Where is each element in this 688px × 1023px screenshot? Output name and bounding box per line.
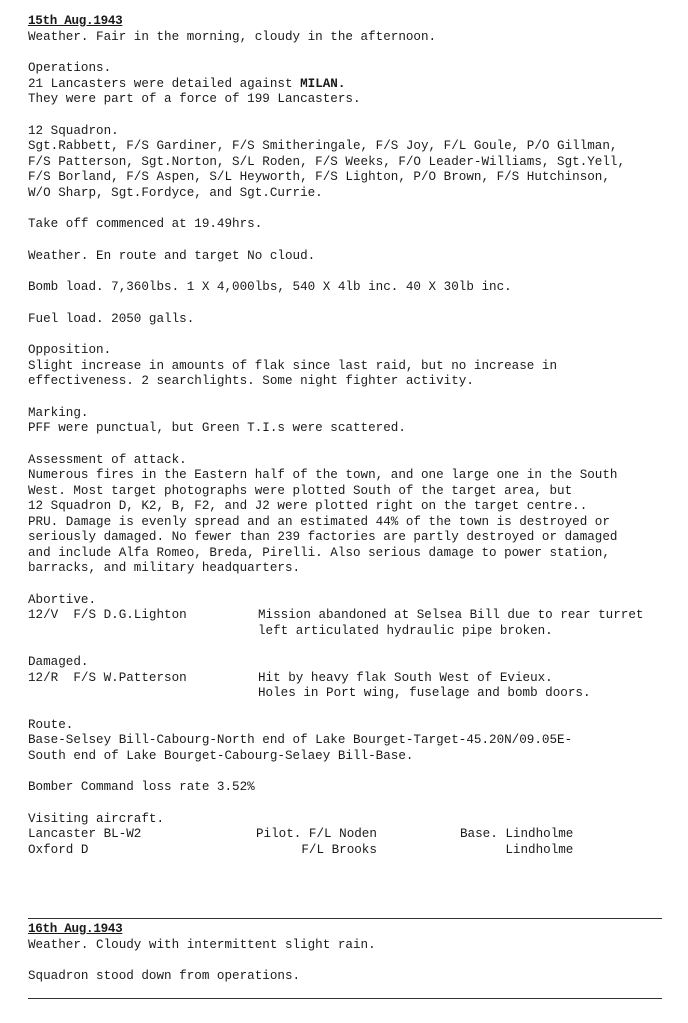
- visiting-aircraft: Oxford D: [28, 842, 89, 857]
- operations-force: They were part of a force of 199 Lancasters.: [28, 92, 361, 106]
- damaged-detail: Holes in Port wing, fuselage and bomb doors.: [258, 686, 591, 700]
- weather-summary: Weather. Cloudy with intermittent slight rain.: [28, 937, 376, 952]
- assessment-line: PRU. Damage is evenly spread and an estimated 44% of the town is destroyed or: [28, 514, 610, 529]
- visiting-pilot: F/L Brooks: [256, 842, 377, 857]
- crew-line: W/O Sharp, Sgt.Fordyce, and Sgt.Currie.: [28, 185, 323, 200]
- visiting-row: [28, 827, 668, 843]
- opposition-line: effectiveness. 2 searchlights. Some night fighter activity.: [28, 374, 474, 388]
- visiting-heading: Visiting aircraft.: [28, 811, 165, 826]
- crew-line: F/S Borland, F/S Aspen, S/L Heyworth, F/S Lighton, P/O Brown, F/S Hutchinson,: [28, 170, 610, 184]
- damaged-row: [28, 686, 668, 702]
- takeoff-time: Take off commenced at 19.49hrs.: [28, 217, 263, 231]
- route-line: South end of Lake Bourget-Cabourg-Selaey Bill-Base.: [28, 748, 414, 763]
- crew-line: F/S Patterson, Sgt.Norton, S/L Roden, F/S Weeks, F/O Leader-Williams, Sgt.Yell,: [28, 154, 626, 169]
- damaged-row: [28, 671, 668, 687]
- operations-target: MILAN.: [300, 76, 346, 91]
- opposition-heading: Opposition.: [28, 343, 112, 357]
- abortive-row: [28, 608, 668, 624]
- route-weather: Weather. En route and target No cloud.: [28, 248, 316, 263]
- assessment-heading: Assessment of attack.: [28, 452, 187, 467]
- divider: [28, 998, 662, 999]
- visiting-base: Lindholme: [460, 842, 574, 857]
- crew-line: Sgt.Rabbett, F/S Gardiner, F/S Smitheringale, F/S Joy, F/L Goule, P/O Gillman,: [28, 139, 618, 153]
- damaged-detail: Hit by heavy flak South West of Evieux.: [258, 670, 553, 685]
- visiting-aircraft: Lancaster BL-W2: [28, 827, 142, 841]
- diary-entry-16-aug: [28, 922, 668, 985]
- bomb-load: Bomb load. 7,360lbs. 1 X 4,000lbs, 540 X 4lb inc. 40 X 30lb inc.: [28, 280, 512, 294]
- operations-text: 21 Lancasters were detailed against: [28, 76, 301, 91]
- opposition-line: Slight increase in amounts of flak since last raid, but no increase in: [28, 358, 558, 373]
- squadron-status: Squadron stood down from operations.: [28, 969, 301, 983]
- abortive-row: [28, 624, 668, 640]
- weather-summary: Weather. Fair in the morning, cloudy in the afternoon.: [28, 29, 437, 44]
- loss-rate: Bomber Command loss rate 3.52%: [28, 780, 255, 794]
- marking-text: PFF were punctual, but Green T.I.s were scattered.: [28, 421, 406, 435]
- assessment-line: Numerous fires in the Eastern half of the town, and one large one in the South: [28, 468, 618, 482]
- entry-date: 16th Aug.1943: [28, 922, 123, 936]
- assessment-line: West. Most target photographs were plotted South of the target area, but: [28, 483, 573, 498]
- operations-heading: Operations.: [28, 61, 112, 75]
- visiting-base: Base. Lindholme: [460, 827, 574, 841]
- abortive-reason: left articulated hydraulic pipe broken.: [258, 623, 553, 638]
- entry-date: 15th Aug.1943: [28, 14, 123, 28]
- fuel-load: Fuel load. 2050 galls.: [28, 311, 195, 326]
- assessment-line: 12 Squadron D, K2, B, F2, and J2 were plotted right on the target centre..: [28, 499, 588, 513]
- abortive-heading: Abortive.: [28, 592, 97, 607]
- route-heading: Route.: [28, 717, 74, 732]
- diary-entry-15-aug: [28, 14, 668, 858]
- assessment-line: and include Alfa Romeo, Breda, Pirelli. Also serious damage to power station,: [28, 545, 610, 560]
- abortive-reason: Mission abandoned at Selsea Bill due to rear turret: [258, 608, 644, 622]
- abortive-aircraft: 12/V F/S D.G.Lighton: [28, 608, 187, 622]
- divider: [28, 918, 662, 919]
- visiting-row: [28, 843, 668, 859]
- assessment-line: seriously damaged. No fewer than 239 factories are partly destroyed or damaged: [28, 530, 618, 544]
- operations-detail: [28, 77, 668, 93]
- visiting-pilot: Pilot. F/L Noden: [256, 827, 377, 841]
- route-line: Base-Selsey Bill-Cabourg-North end of Lake Bourget-Target-45.20N/09.05E-: [28, 733, 573, 747]
- damaged-aircraft: 12/R F/S W.Patterson: [28, 670, 187, 685]
- assessment-line: barracks, and military headquarters.: [28, 561, 301, 575]
- damaged-heading: Damaged.: [28, 655, 89, 669]
- marking-heading: Marking.: [28, 405, 89, 420]
- squadron-heading: 12 Squadron.: [28, 123, 119, 138]
